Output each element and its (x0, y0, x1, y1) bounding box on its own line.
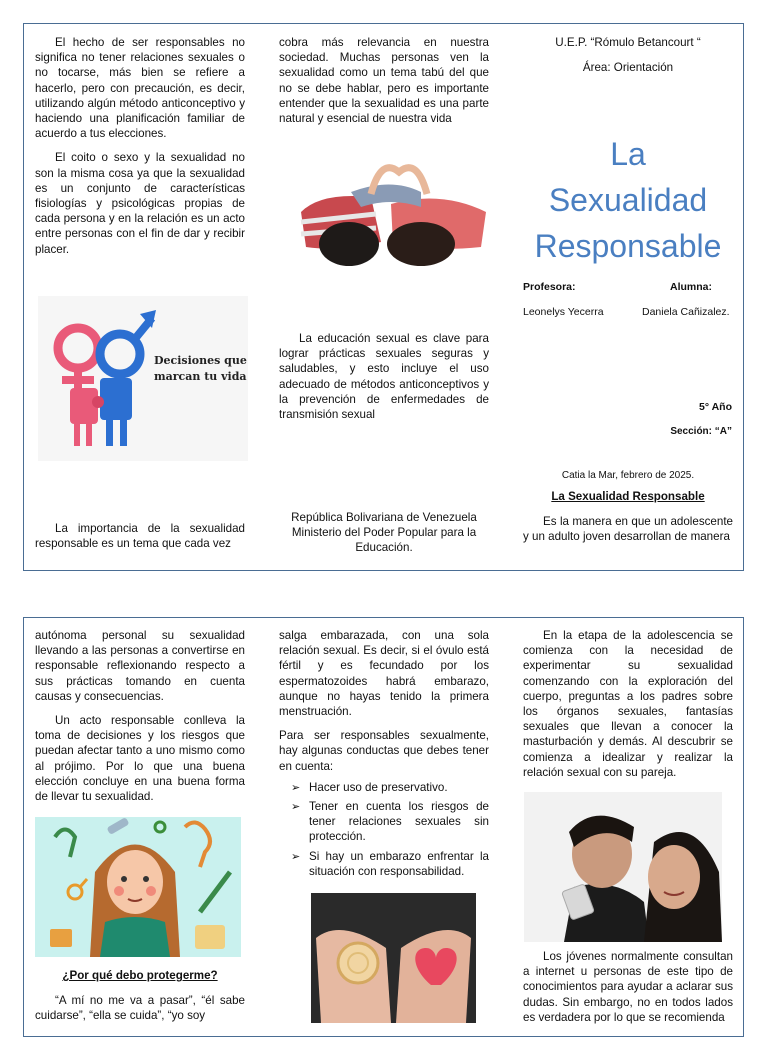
student-label: Alumna: (670, 281, 712, 293)
illustration-caption-line-1: Decisiones que (154, 354, 247, 367)
page1-column-3-header (522, 35, 734, 84)
institution-footer: República Bolivariana de Venezuela Ministerio del Poder Popular para la Educación. (291, 511, 477, 555)
couple-holding-condom-photo (524, 792, 722, 942)
paragraph: “A mí no me va a pasar”, “él sabe cuidarse”, “ella se cuida”, “yo soy (35, 994, 245, 1023)
page1-column-2-middle (279, 331, 489, 431)
hands-condom-heart-photo (311, 893, 476, 1023)
place-date: Catia la Mar, febrero de 2025. (561, 470, 695, 481)
paragraph: Un acto responsable conlleva la toma de decisiones y los riesgos que puedan afectar tanto a uno mismo como al prójimo. Por lo que una buena elección concluye en una buena forma de llevar tu sexualidad. (35, 714, 245, 804)
page1-column-1 (35, 35, 245, 266)
page2-column-3-bottom (523, 949, 733, 1034)
paragraph: Los jóvenes normalmente consultan a internet u personas de este tipo de conocimientos para ayudar a aclarar sus dudas. Sin embargo, no en todos lados es verdadera por lo que se recomienda (523, 950, 733, 1024)
section-heading: ¿Por qué debo protegerme? (62, 969, 218, 982)
brochure-page-back (23, 617, 744, 1037)
contraception-illustration (35, 817, 241, 957)
page1-column-3-body (523, 514, 733, 553)
responsible-conduct-list (279, 780, 489, 879)
page2-column-1-bottom (35, 993, 245, 1032)
title-line: La (610, 136, 646, 172)
paragraph: La importancia de la sexualidad responsable es un tema que cada vez (35, 522, 245, 551)
page1-column-2 (279, 35, 489, 135)
school-name: U.E.P. “Rómulo Betancourt “ (555, 36, 701, 49)
page1-column-1-bottom (35, 521, 245, 560)
list-item: ➢ Hacer uso de preservativo. (279, 780, 489, 795)
list-item: ➢ Tener en cuenta los riesgos de tener relaciones sexuales sin protección. (279, 799, 489, 845)
teacher-label: Profesora: (523, 281, 576, 293)
student-name: Daniela Cañizalez. (642, 306, 730, 318)
school-year: 5° Año (699, 401, 732, 413)
title-line: Sexualidad (548, 182, 708, 218)
couple-heart-hands-photo (281, 152, 499, 272)
gender-symbols-illustration (38, 296, 248, 461)
cover-title (522, 131, 734, 269)
list-item: ➢ Si hay un embarazo enfrentar la situación con responsabilidad. (279, 849, 489, 879)
page2-column-3 (523, 628, 733, 789)
brochure-page-front (23, 23, 744, 571)
title-line: Responsable (534, 228, 722, 264)
paragraph: salga embarazada, con una sola relación sexual. Es decir, si el óvulo está fértil y es fecundado por los espermatozoides habrá embarazo, aunque no hayas tenido la primera menstruación. (279, 629, 489, 719)
teacher-name: Leonelys Yecerra (523, 306, 604, 318)
paragraph: cobra más relevancia en nuestra sociedad. Muchas personas ven la sexualidad como un tema tabú del que no se debe hablar, pero es importante entender que la sexualidad es una parte natural y esencial de nuestra vida (279, 36, 489, 126)
paragraph: El hecho de ser responsables no significa no tener relaciones sexuales o no tocarse, más bien se refiere a hacerlo, pero con precaución, es decir, utilizando algún método anticonceptivo y haciendo una planificación familiar de acuerdo a tus elecciones. (35, 36, 245, 141)
page1-column-2-footer (279, 510, 489, 565)
paragraph: Es la manera en que un adolescente y un adulto joven desarrollan de manera (523, 515, 733, 544)
paragraph: La educación sexual es clave para lograr prácticas sexuales seguras y saludables, y esto incluye el uso adecuado de métodos anticonceptivos y la prevención de enfermedades de transmisión sexual (279, 332, 489, 422)
paragraph: En la etapa de la adolescencia se comienza con la necesidad de experimentar su sexualidad comenzando con la exploración del cuerpo, preguntas a los padres sobre los órganos sexuales, fantasías sexuales que llevan a conocer la masturbación y demás. Al descubrir se comienza a idealizar y realizar la relación sexual con su pareja. (523, 629, 733, 779)
section-heading: La Sexualidad Responsable (551, 490, 705, 503)
page2-column-2 (279, 628, 489, 883)
page2-column-1 (35, 628, 245, 813)
paragraph: autónoma personal su sexualidad llevando a las personas a convertirse en responsable reflexionando respecto a sus prácticas tomando en cuenta causas y consecuencias. (35, 629, 245, 703)
subject-area: Área: Orientación (582, 61, 674, 75)
school-section: Sección: “A” (670, 426, 732, 437)
paragraph: El coito o sexo y la sexualidad no son la misma cosa ya que la sexualidad es un conjunto de características fisiologías y psicológicas propias de cada persona y en la relación es un acto entre personas con el fin de dar y recibir placer. (35, 151, 245, 256)
illustration-caption-line-2: marcan tu vida (154, 370, 247, 383)
paragraph: Para ser responsables sexualmente, hay algunas conductas que debes tener en cuenta: (279, 729, 489, 773)
